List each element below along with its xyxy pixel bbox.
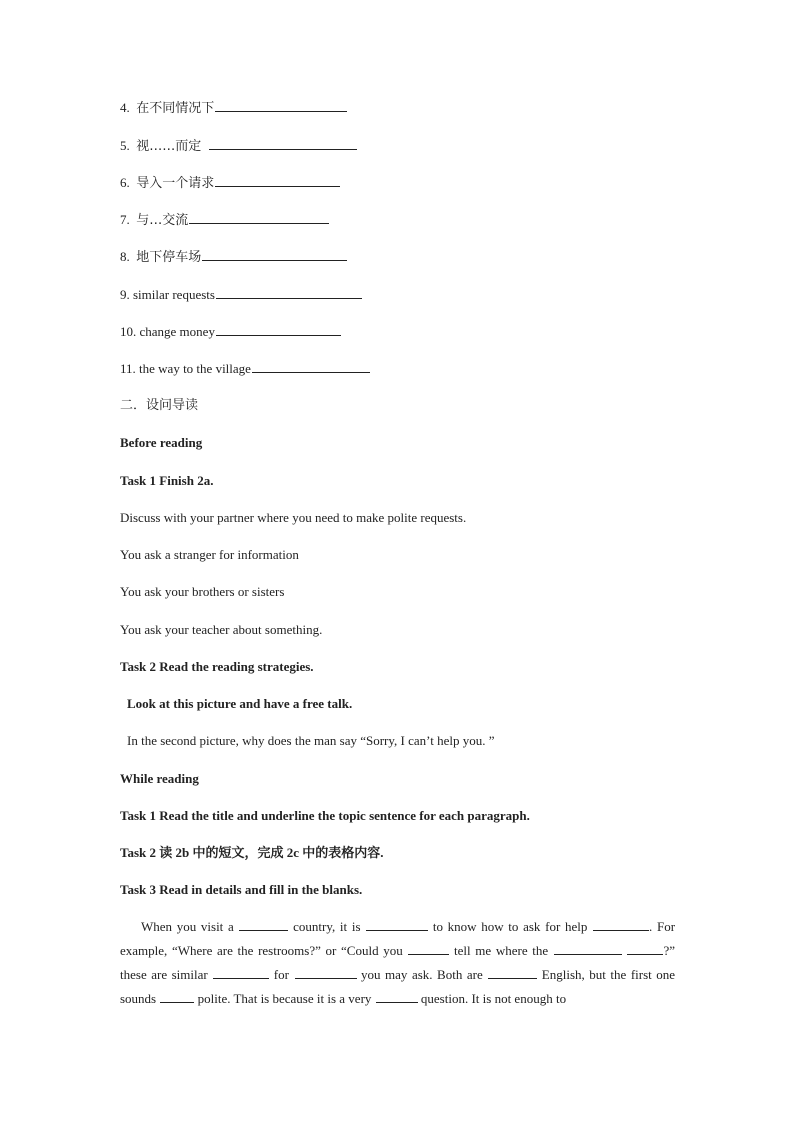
passage-text: ?” these are similar xyxy=(120,943,675,982)
answer-blank[interactable] xyxy=(202,248,347,261)
item-number: 4. xyxy=(120,100,130,115)
task3-while-heading: Task 3 Read in details and fill in the blanks. xyxy=(120,882,363,897)
item-text: 地下停车场 xyxy=(136,250,202,265)
answer-blank[interactable] xyxy=(209,137,357,150)
answer-blank[interactable] xyxy=(215,99,347,112)
cloze-blank[interactable] xyxy=(554,941,622,955)
cloze-blank[interactable] xyxy=(627,941,663,955)
cloze-blank[interactable] xyxy=(295,965,357,979)
item-text: 视……而定 xyxy=(136,139,202,154)
situation-item: You ask your teacher about something. xyxy=(120,622,323,637)
task2-before-heading: Task 2 Read the reading strategies. xyxy=(120,659,314,674)
answer-blank[interactable] xyxy=(216,286,362,299)
item-number: 11. xyxy=(120,361,136,376)
cloze-blank[interactable] xyxy=(376,989,418,1003)
vocab-item-7 xyxy=(120,211,329,230)
item-number: 6. xyxy=(120,175,130,190)
cloze-passage xyxy=(120,915,675,1011)
look-picture-prompt: Look at this picture and have a free talk. xyxy=(127,696,353,711)
task1-instruction: Discuss with your partner where you need to make polite requests. xyxy=(120,510,467,525)
cloze-blank[interactable] xyxy=(160,989,194,1003)
second-picture-question: In the second picture, why does the man say “Sorry, I can’t help you. ” xyxy=(127,733,495,748)
passage-text: to know how to ask for help xyxy=(432,919,588,934)
passage-text: for xyxy=(273,967,289,982)
item-number: 8. xyxy=(120,249,130,264)
answer-blank[interactable] xyxy=(216,323,341,336)
vocab-item-9 xyxy=(120,286,362,304)
cloze-blank[interactable] xyxy=(593,917,649,931)
passage-text: country, it is xyxy=(293,919,361,934)
cloze-blank[interactable] xyxy=(213,965,269,979)
while-reading-heading: While reading xyxy=(120,771,199,786)
cloze-blank[interactable] xyxy=(408,941,449,955)
cloze-blank[interactable] xyxy=(239,917,288,931)
item-text: the way to the village xyxy=(139,361,251,376)
cloze-blank[interactable] xyxy=(366,917,428,931)
vocab-item-10 xyxy=(120,323,341,341)
answer-blank[interactable] xyxy=(215,174,340,187)
section-title: 二．设问导读 xyxy=(120,398,199,413)
item-number: 5. xyxy=(120,138,130,153)
passage-text: polite. That is because it is a very xyxy=(197,991,372,1006)
item-text: 导入一个请求 xyxy=(136,176,215,191)
before-reading-heading: Before reading xyxy=(120,435,203,450)
task1-before-heading: Task 1 Finish 2a. xyxy=(120,473,214,488)
vocab-item-8 xyxy=(120,248,347,267)
passage-text: When you visit a xyxy=(141,919,234,934)
vocab-item-5 xyxy=(120,137,357,156)
situation-item: You ask a stranger for information xyxy=(120,547,299,562)
answer-blank[interactable] xyxy=(252,360,370,373)
passage-text: tell me where the xyxy=(454,943,549,958)
answer-blank[interactable] xyxy=(189,211,329,224)
item-text: 与…交流 xyxy=(136,213,189,228)
item-text: similar requests xyxy=(133,287,215,302)
passage-text: English, but the first one sounds xyxy=(120,967,676,1006)
item-number: 7. xyxy=(120,212,130,227)
passage-text: . For example, “Where are the restrooms?” or “Could you xyxy=(120,919,676,958)
vocab-item-11 xyxy=(120,360,370,378)
task1-while-heading: Task 1 Read the title and underline the topic sentence for each paragraph. xyxy=(120,808,530,823)
passage-text: you may ask. Both are xyxy=(361,967,483,982)
item-number: 9. xyxy=(120,287,130,302)
situation-item: You ask your brothers or sisters xyxy=(120,584,285,599)
passage-text: question. It is not enough to xyxy=(420,991,567,1006)
item-text: 在不同情况下 xyxy=(136,101,215,116)
item-text: change money xyxy=(139,324,215,339)
cloze-blank[interactable] xyxy=(488,965,537,979)
vocab-item-4 xyxy=(120,99,347,118)
task2-while-heading: Task 2 读 2b 中的短文，完成 2c 中的表格内容. xyxy=(120,845,384,860)
vocab-item-6 xyxy=(120,174,340,193)
item-number: 10. xyxy=(120,324,137,339)
